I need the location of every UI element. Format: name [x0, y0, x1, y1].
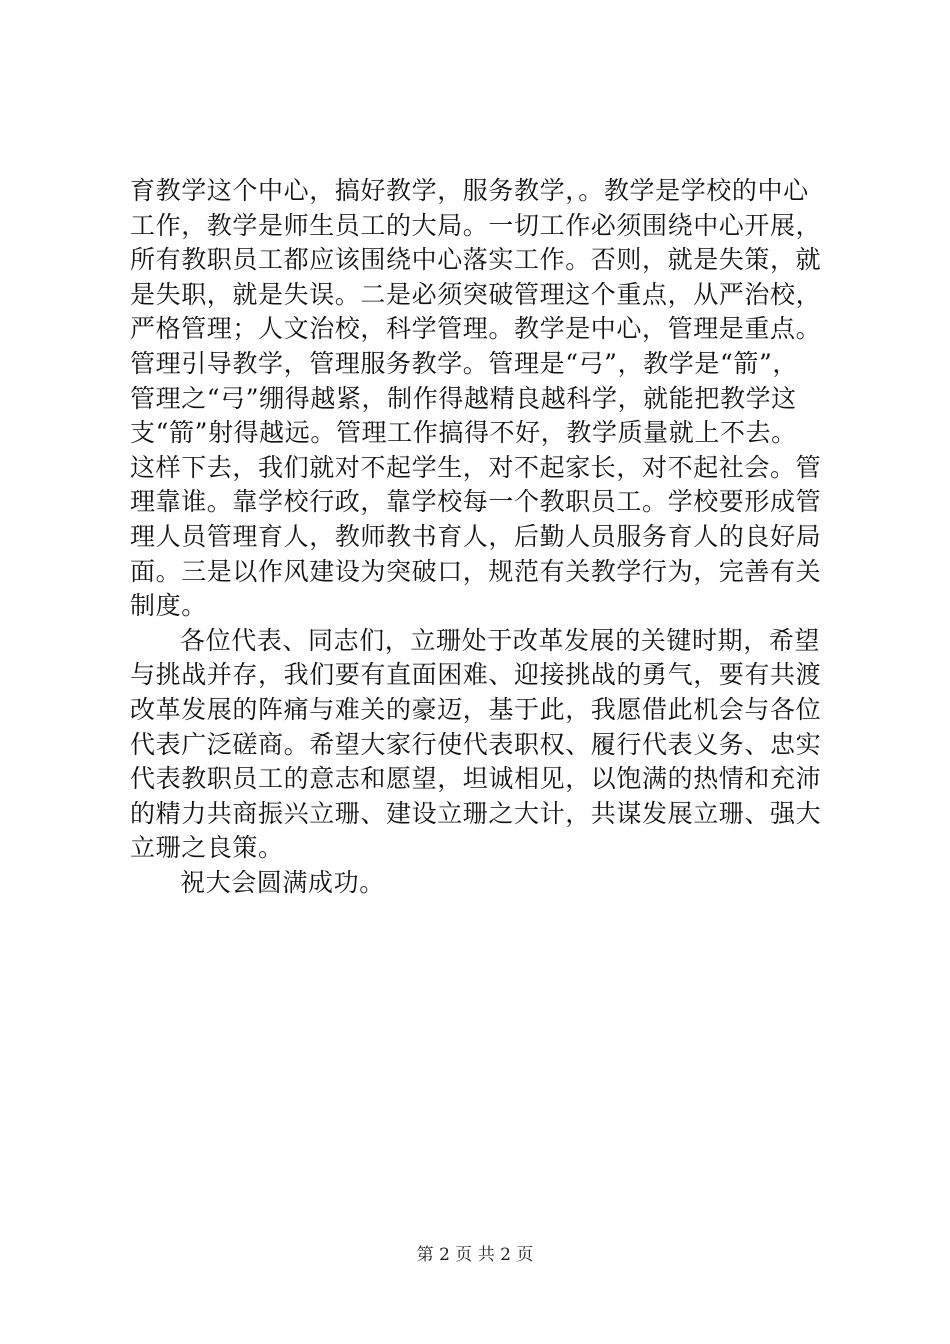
text-line: 育教学这个中心，搞好教学，服务教学，。教学是学校的中心 [130, 176, 809, 205]
text-line: 管理引导教学，管理服务教学。管理是“弓”，教学是“箭”， [130, 348, 798, 378]
text-line: 这样下去，我们就对不起学生，对不起家长，对不起社会。管 [130, 452, 822, 482]
text-line: 管理之“弓”绷得越紧，制作得越精良越科学，就能把教学这 [130, 383, 797, 413]
text-line: 理靠谁。靠学校行政，靠学校每一个教职员工。学校要形成管 [130, 487, 822, 517]
closing-line: 祝大会圆满成功。 [180, 867, 385, 897]
text-line: 立珊之良策。 [130, 833, 284, 863]
page-footer [0, 1243, 950, 1267]
text-line: 代表教职员工的意志和愿望，坦诚相见，以饱满的热情和充沛 [130, 764, 822, 794]
text-line: 代表广泛磋商。希望大家行使代表职权、履行代表义务、忠实 [130, 729, 822, 759]
text-line: 理人员管理育人，教师教书育人，后勤人员服务育人的良好局 [130, 521, 822, 551]
text-line: 是失职，就是失误。二是必须突破管理这个重点，从严治校， [130, 279, 822, 309]
text-line: 所有教职员工都应该围绕中心落实工作。否则，就是失策，就 [130, 245, 822, 275]
paragraph-start-line: 各位代表、同志们，立珊处于改革发展的关键时期，希望 [180, 625, 821, 655]
text-line: 的精力共商振兴立珊、建设立珊之大计，共谋发展立珊、强大 [130, 798, 822, 828]
text-line: 与挑战并存，我们要有直面困难、迎接挑战的勇气，要有共渡 [130, 660, 822, 690]
text-line: 工作，教学是师生员工的大局。一切工作必须围绕中心开展， [130, 210, 822, 240]
text-line: 严格管理；人文治校，科学管理。教学是中心，管理是重点。 [130, 314, 822, 344]
text-line: 支“箭”射得越远。管理工作搞得不好，教学质量就上不去。 [130, 418, 797, 448]
text-line: 面。三是以作风建设为突破口，规范有关教学行为，完善有关 [130, 556, 822, 586]
text-line: 制度。 [130, 591, 207, 621]
document-body [130, 174, 830, 900]
text-line: 改革发展的阵痛与难关的豪迈，基于此，我愿借此机会与各位 [130, 694, 822, 724]
page-number-label: 第 2 页 共 2 页 [416, 1245, 534, 1265]
